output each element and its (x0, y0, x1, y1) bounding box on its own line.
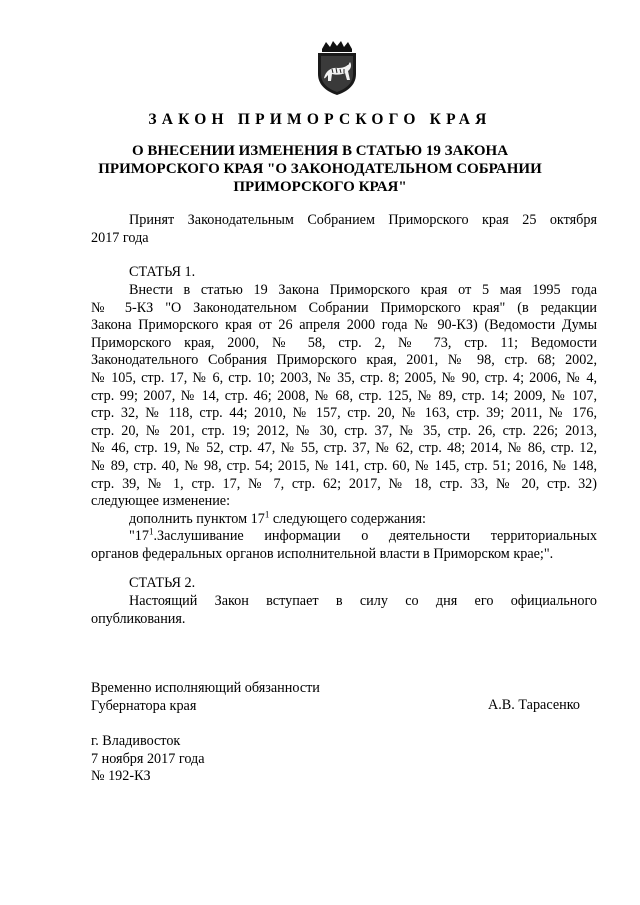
quote-line (91, 528, 597, 546)
footer-date: 7 ноября 2017 года (91, 750, 205, 767)
law-title-line: О ВНЕСЕНИИ ИЗМЕНЕНИЯ В СТАТЬЮ 19 ЗАКОНА (131, 143, 509, 159)
adoption-line: Принят Законодательным Собранием Приморского края 25 октября (129, 212, 597, 228)
article-1-line: следующее изменение: (91, 493, 231, 510)
supplement-line (91, 508, 597, 529)
law-title-line: ПРИМОРСКОГО КРАЯ" (233, 179, 407, 195)
article-1-line: Приморского края, 2000, № 58, стр. 2, № 73, стр. 11; Ведомости (91, 334, 597, 351)
article-1-heading: СТАТЬЯ 1. (129, 264, 196, 280)
footer-city: г. Владивосток (91, 733, 181, 749)
article-1-line: № 89, стр. 40, № 98, стр. 54; 2015, № 141, стр. 60, № 145, стр. 51; 2016, № 148, (91, 457, 597, 474)
quote-sup: 1 (148, 526, 154, 537)
coat-of-arms-icon (314, 40, 360, 96)
adoption-line: 2017 года (91, 229, 149, 246)
adoption-note (91, 212, 597, 247)
article-1-line: стр. 20, № 201, стр. 19; 2012, № 30, стр. 37, № 35, стр. 26, стр. 226; 2013, (91, 422, 597, 439)
article-1-line: Законодательного Собрания Приморского края, 2001, № 98, стр. 68; 2002, (91, 352, 597, 369)
supplement-suffix: следующего содержания: (269, 510, 426, 527)
article-1-line: № 105, стр. 17, № 6, стр. 10; 2003, № 35, стр. 8; 2005, № 90, стр. 4; 2006, № 4, (91, 369, 597, 386)
article-2-line: опубликования. (91, 610, 186, 627)
article-2-heading: СТАТЬЯ 2. (129, 575, 196, 591)
law-header: ЗАКОН ПРИМОРСКОГО КРАЯ (148, 111, 492, 128)
signature-position (91, 680, 320, 715)
article-1-line: стр. 39, № 1, стр. 17, № 7, стр. 62; 2017, № 18, стр. 33, № 20, стр. 32) (91, 475, 597, 492)
quote-line: органов федеральных органов исполнительной власти в Приморском крае;". (91, 545, 554, 562)
article-1-line: Закона Приморского края от 26 апреля 2000 года № 90-КЗ) (Ведомости Думы (91, 317, 597, 334)
signature-name: А.В. Тарасенко (488, 697, 580, 713)
article-1-line: Внести в статью 19 Закона Приморского края от 5 мая 1995 года (129, 282, 597, 298)
quote-prefix: "17 (129, 528, 149, 545)
document-footer (91, 733, 205, 786)
supplement-prefix: дополнить пунктом 17 (129, 510, 265, 527)
article-1-line: № 46, стр. 19, № 52, стр. 47, № 55, стр. 37, № 62, стр. 48; 2014, № 86, стр. 12, (91, 440, 597, 457)
supplement-sup: 1 (264, 508, 270, 519)
article-1-line: стр. 99; 2007, № 14, стр. 46; 2008, № 68, стр. 125, № 89, стр. 14; 2009, № 107, (91, 387, 597, 404)
article-1-body (91, 282, 597, 564)
quote-text: .Заслушивание информации о деятельности территориальных (153, 528, 597, 545)
signature-position-line: Временно исполняющий обязанности (91, 680, 320, 696)
article-1-line: стр. 32, № 118, стр. 44; 2010, № 157, стр. 20, № 163, стр. 39; 2011, № 176, (91, 405, 597, 422)
signature-position-line: Губернатора края (91, 697, 197, 714)
article-2-line: Настоящий Закон вступает в силу со дня его официального (129, 593, 597, 609)
article-1-line: № 5-КЗ "О Законодательном Собрании Приморского края" (в редакции (91, 299, 597, 316)
article-2-body (91, 593, 597, 628)
law-title (60, 142, 580, 196)
law-title-line: ПРИМОРСКОГО КРАЯ "О ЗАКОНОДАТЕЛЬНОМ СОБРАНИИ (98, 161, 542, 177)
footer-number: № 192-КЗ (91, 768, 151, 785)
